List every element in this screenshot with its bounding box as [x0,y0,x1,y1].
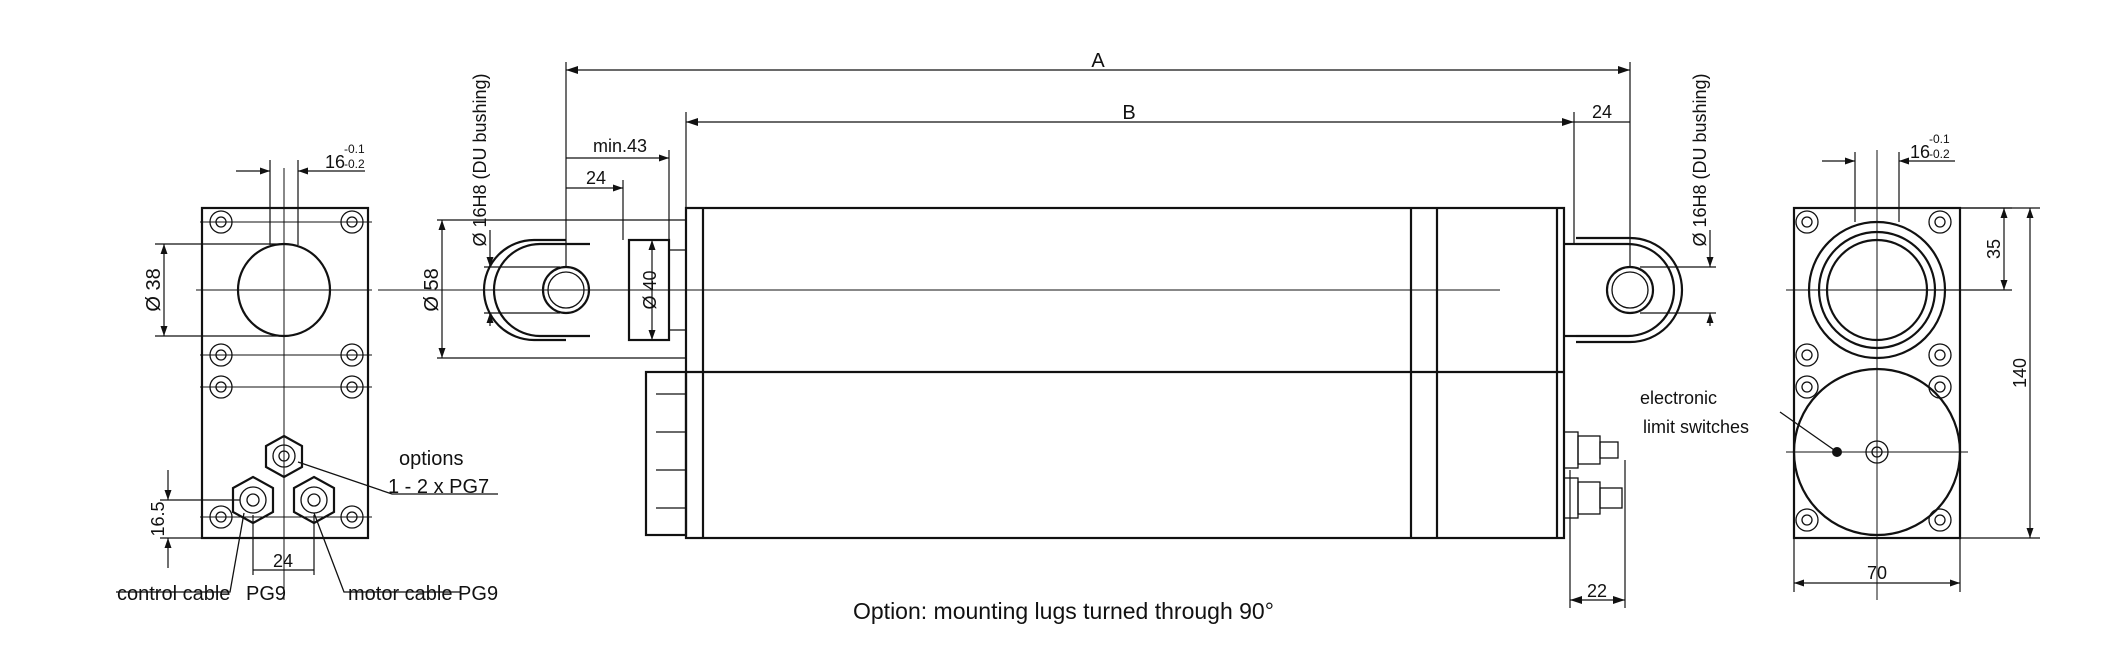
limit-switches-label: limit switches [1643,417,1750,437]
dim-16-right: 16 [1910,142,1931,162]
dim-70: 70 [1866,563,1888,583]
dim-24-left-top: 24 [585,168,607,188]
mounting-bolt-icon [210,211,363,528]
right-bushing [1607,267,1653,313]
options-label: options [399,448,464,470]
left-end-view [116,142,498,605]
dim-A: A [1091,50,1105,72]
dim-min-43: min.43 [592,136,648,156]
dim-24-bottom: 24 [272,551,294,571]
right-clevis [1576,238,1682,342]
dim-16-right-tol-upper: -0.1 [1929,132,1950,146]
dim-16-right-tol-lower: -0.2 [1929,147,1950,161]
dim-16-left: 16 [325,152,346,172]
end-plate-outline [202,208,368,538]
dim-22: 22 [1586,581,1608,601]
dim-35: 35 [1984,238,2004,260]
control-cable-label: control cable [117,583,231,605]
electronic-label: electronic [1640,388,1718,408]
dim-24-right-top: 24 [1591,102,1613,122]
side-cable-gland-icon [1564,432,1622,518]
dim-140: 140 [2010,357,2030,389]
dim-16-5: 16.5 [148,501,168,537]
mounting-bolt-icon-right [1796,211,1951,531]
dim-dia-16h8-right: Ø 16H8 (DU bushing) [1690,73,1710,247]
dim-dia-16h8-left: Ø 16H8 (DU bushing) [470,73,490,247]
dim-B: B [1122,102,1136,124]
control-cable-pg-label: PG9 [246,583,287,605]
dim-16-left-tol-lower: -0.2 [344,157,365,171]
options-pg7-label: 1 - 2 x PG7 [388,476,490,498]
motor-end-cap [646,372,686,535]
motor-cable-label: motor cable PG9 [348,583,499,605]
dim-dia-38: Ø 38 [143,268,165,312]
dim-dia-40: Ø 40 [640,270,660,310]
dim-16-left-tol-upper: -0.1 [344,142,365,156]
caption: Option: mounting lugs turned through 90° [853,598,1274,624]
side-view [378,50,1716,608]
dim-dia-58: Ø 58 [421,268,443,312]
